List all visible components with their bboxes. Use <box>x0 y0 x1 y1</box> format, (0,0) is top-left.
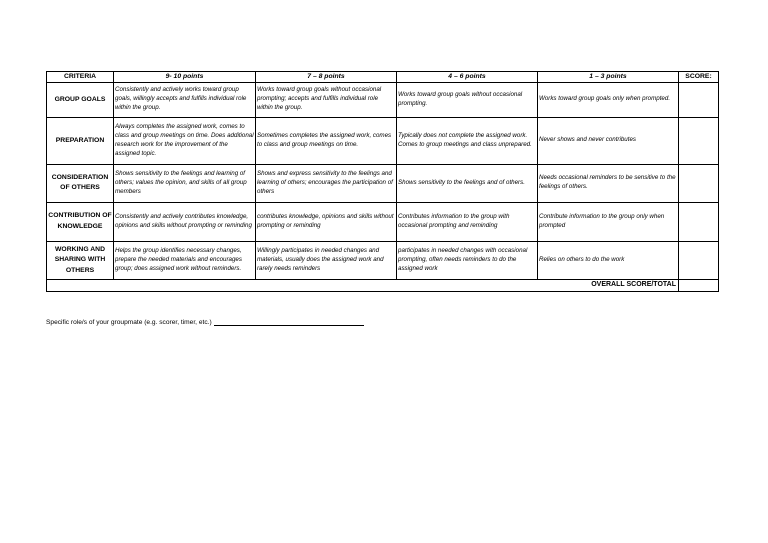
descriptor-cell: Relies on others to do the work <box>538 241 679 279</box>
header-row <box>47 72 719 83</box>
criteria-label: WORKING AND SHARING WITH OTHERS <box>47 241 114 279</box>
descriptor-cell: Consistently and actively works toward group goals, willingly accepts and fulfills individual role within the group. <box>114 82 256 117</box>
header-9-10-points: 9- 10 points <box>114 72 256 83</box>
table-row <box>47 241 719 279</box>
descriptor-cell: contributes knowledge, opinions and skills without prompting or reminding <box>256 202 397 241</box>
score-cell[interactable] <box>679 202 719 241</box>
descriptor-cell: Consistently and actively contributes knowledge, opinions and skills without prompting or reminding <box>114 202 256 241</box>
score-cell[interactable] <box>679 164 719 202</box>
criteria-label: CONSIDERATION OF OTHERS <box>47 164 114 202</box>
descriptor-cell: Shows and express sensitivity to the feelings and learning of others; encourages the participation of others <box>256 164 397 202</box>
descriptor-cell: Never shows and never contributes <box>538 117 679 164</box>
rubric-table <box>46 71 719 292</box>
descriptor-cell: Shows sensitivity to the feelings and learning of others; values the opinion, and skills of all group members <box>114 164 256 202</box>
descriptor-cell: Sometimes completes the assigned work, comes to class and group meetings on time. <box>256 117 397 164</box>
header-7-8-points: 7 – 8 points <box>256 72 397 83</box>
score-cell[interactable] <box>679 82 719 117</box>
table-row <box>47 117 719 164</box>
descriptor-cell: participates in needed changes with occasional prompting, often needs reminders to do the assigned work <box>397 241 538 279</box>
descriptor-cell: Shows sensitivity to the feelings and of others. <box>397 164 538 202</box>
groupmate-role-line <box>46 318 364 326</box>
score-cell[interactable] <box>679 117 719 164</box>
criteria-label: GROUP GOALS <box>47 82 114 117</box>
descriptor-cell: Willingly participates in needed changes and materials, usually does the assigned work and rarely needs reminders <box>256 241 397 279</box>
groupmate-role-blank[interactable] <box>214 318 364 326</box>
header-criteria: CRITERIA <box>47 72 114 83</box>
total-score-cell[interactable] <box>679 279 719 291</box>
header-score: SCORE: <box>679 72 719 83</box>
table-row <box>47 202 719 241</box>
descriptor-cell: Typically does not complete the assigned work. Comes to group meetings and class unprepared. <box>397 117 538 164</box>
score-cell[interactable] <box>679 241 719 279</box>
descriptor-cell: Works toward group goals without occasional prompting; accepts and fulfills individual role within the group. <box>256 82 397 117</box>
descriptor-cell: Contribute information to the group only when prompted <box>538 202 679 241</box>
descriptor-cell: Contributes information to the group with occasional prompting and reminding <box>397 202 538 241</box>
total-row <box>47 279 719 291</box>
table-row <box>47 164 719 202</box>
header-1-3-points: 1 – 3 points <box>538 72 679 83</box>
descriptor-cell: Works toward group goals without occasional prompting. <box>397 82 538 117</box>
header-4-6-points: 4 – 6 points <box>397 72 538 83</box>
overall-score-label: OVERALL SCORE/TOTAL <box>47 279 679 291</box>
descriptor-cell: Needs occasional reminders to be sensitive to the feelings of others. <box>538 164 679 202</box>
criteria-label: PREPARATION <box>47 117 114 164</box>
criteria-label: CONTRIBUTION OF KNOWLEDGE <box>47 202 114 241</box>
descriptor-cell: Works toward group goals only when prompted. <box>538 82 679 117</box>
table-row <box>47 82 719 117</box>
groupmate-role-label: Specific role/s of your groupmate (e.g. scorer, timer, etc.) <box>46 319 212 326</box>
descriptor-cell: Always completes the assigned work, comes to class and group meetings on time. Does additional research work for the improvement of the assigned topic. <box>114 117 256 164</box>
descriptor-cell: Helps the group identifies necessary changes, prepare the needed materials and encourages group; does assigned work without reminders. <box>114 241 256 279</box>
